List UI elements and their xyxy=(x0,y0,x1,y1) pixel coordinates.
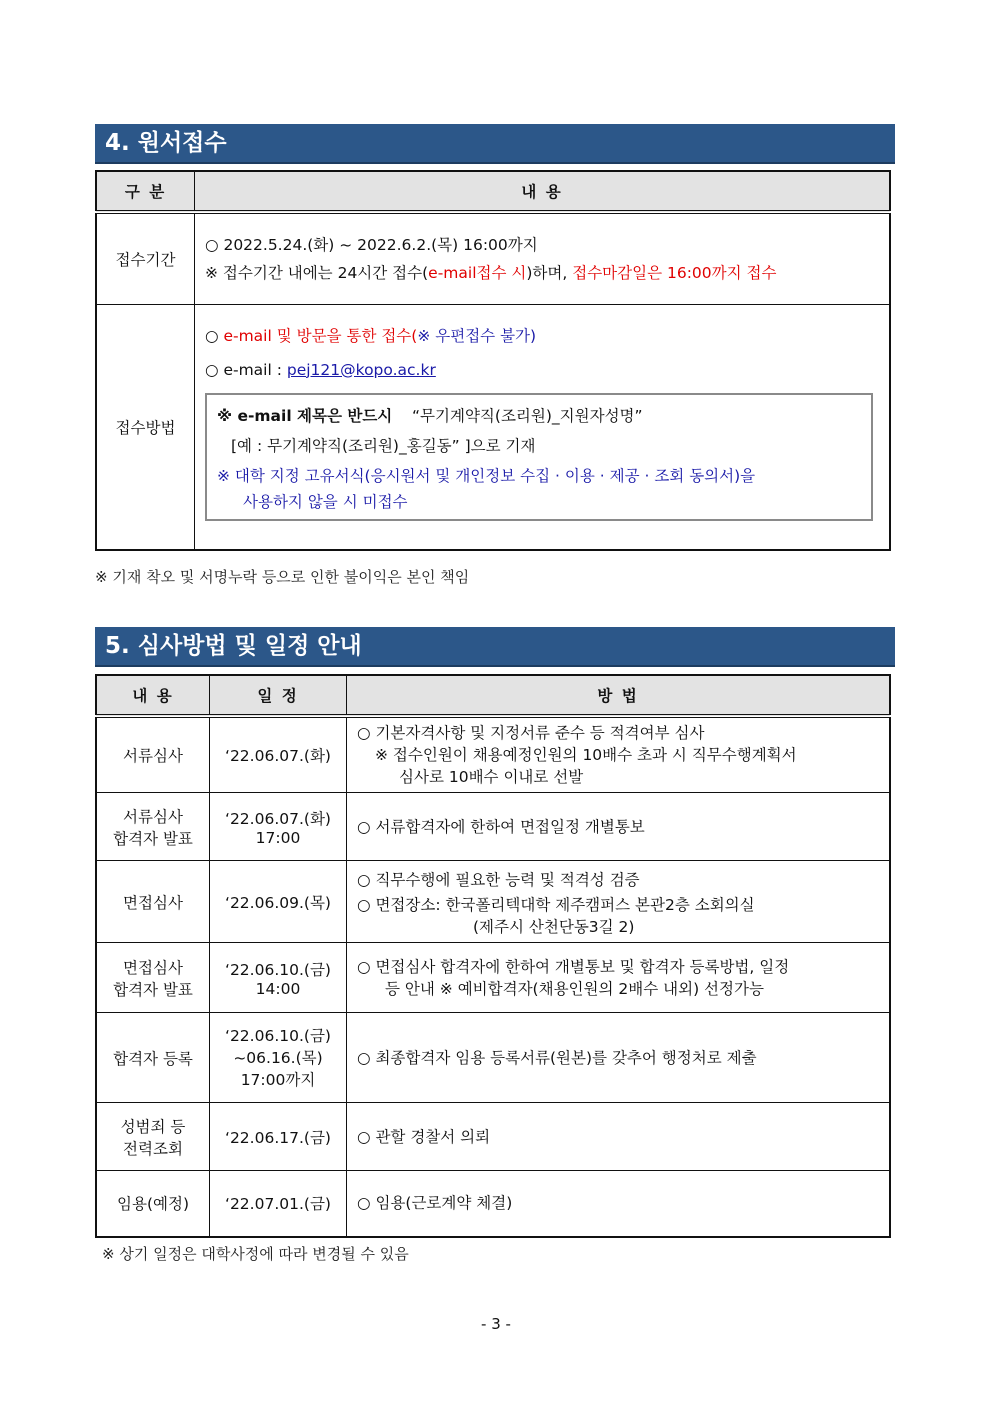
section-4-title: 4. 원서접수 xyxy=(95,124,895,162)
row-line: ※ 접수인원이 채용예정인원의 10배수 초과 시 직무수행계획서 xyxy=(375,746,797,764)
row-method xyxy=(347,1103,891,1171)
table-row xyxy=(96,1013,890,1103)
row-date: ‘22.07.01.(금) xyxy=(210,1171,347,1237)
period-note-email: e-mail접수 시 xyxy=(428,263,527,282)
method-bullet: ○ xyxy=(205,326,224,345)
section-5-title: 5. 심사방법 및 일정 안내 xyxy=(95,627,895,665)
row-line: ○ 최종합격자 임용 등록서류(원본)를 갖추어 행정처로 제출 xyxy=(357,1048,757,1067)
row-line: 심사로 10배수 이내로 선발 xyxy=(399,768,584,786)
application-table xyxy=(95,170,891,551)
row-date: ‘22.06.10.(금) ~06.16.(목) 17:00까지 xyxy=(210,1013,347,1103)
period-content xyxy=(195,212,891,304)
row-line: ○ 관할 경찰서 의뢰 xyxy=(357,1127,491,1146)
period-dates: ○ 2022.5.24.(화) ~ 2022.6.2.(목) 16:00까지 xyxy=(205,235,538,254)
row-date: ‘22.06.10.(금) 14:00 xyxy=(210,943,347,1013)
row-name: 면접심사 xyxy=(96,861,210,943)
row-line: ○ 기본자격사항 및 지정서류 준수 등 적격여부 심사 xyxy=(357,724,705,742)
notice-subject-format: “무기계약직(조리원)_지원자성명” xyxy=(412,406,643,425)
row-method xyxy=(347,1013,891,1103)
notice-form-2: 사용하지 않을 시 미접수 xyxy=(243,492,408,511)
row-line: 등 안내 ※ 예비합격자(채용인원의 2배수 내외) 선정가능 xyxy=(385,979,764,998)
notice-example: [예 : 무기계약직(조리원)_홍길동” ]으로 기재 xyxy=(231,436,536,455)
row-name: 성범죄 등 전력조회 xyxy=(96,1103,210,1171)
notice-box xyxy=(205,393,873,521)
row-method xyxy=(347,943,891,1013)
table-row xyxy=(96,861,890,943)
notice-subject xyxy=(217,401,861,431)
schedule-table xyxy=(95,674,891,1238)
row-line: ○ 면접장소: 한국폴리텍대학 제주캠퍼스 본관2층 소회의실 xyxy=(357,895,755,914)
row-name: 임용(예정) xyxy=(96,1171,210,1237)
period-note-c: )하며, xyxy=(526,263,573,282)
row-line: ○ 임용(근로계약 체결) xyxy=(357,1194,513,1213)
row-name: 서류심사 xyxy=(96,716,210,793)
table-row xyxy=(96,716,890,793)
page-number: - 3 - xyxy=(481,1315,511,1333)
row-date: ‘22.06.09.(목) xyxy=(210,861,347,943)
email-link[interactable]: pej121@kopo.ac.kr xyxy=(286,360,436,379)
notice-subject-label: ※ e-mail 제목은 반드시 xyxy=(217,406,393,425)
row-method xyxy=(347,716,891,793)
row-date: ‘22.06.07.(화) xyxy=(210,716,347,793)
row-line: ○ 면접심사 합격자에 한하여 개별통보 및 합격자 등록방법, 일정 xyxy=(357,957,790,976)
table-row xyxy=(96,1103,890,1171)
row-method xyxy=(347,861,891,943)
table-row xyxy=(96,1171,890,1237)
period-label: 접수기간 xyxy=(96,212,195,304)
method-label: 접수방법 xyxy=(96,304,195,550)
row-name: 서류심사 합격자 발표 xyxy=(96,793,210,861)
row-date: ‘22.06.07.(화) 17:00 xyxy=(210,793,347,861)
table-row xyxy=(96,793,890,861)
method-email-visit: e-mail 및 방문을 통한 접수( xyxy=(223,326,418,345)
section-4-note: ※ 기재 착오 및 서명누락 등으로 인한 불이익은 본인 책임 xyxy=(95,568,470,586)
period-note-deadline: 접수마감일은 16:00까지 접수 xyxy=(572,263,777,282)
method-content xyxy=(195,304,891,550)
header-content: 내 용 xyxy=(195,171,891,212)
method-no-mail: ※ 우편접수 불가) xyxy=(417,326,537,345)
row-method xyxy=(347,793,891,861)
header-category: 구 분 xyxy=(96,171,195,212)
row-name: 면접심사 합격자 발표 xyxy=(96,943,210,1013)
header-item: 내 용 xyxy=(96,675,210,716)
row-line: (제주시 산천단동3길 2) xyxy=(473,917,635,936)
period-note-a: ※ 접수기간 내에는 24시간 접수( xyxy=(205,263,429,282)
method-line-1 xyxy=(205,319,879,353)
row-line: ○ 서류합격자에 한하여 면접일정 개별통보 xyxy=(357,817,645,836)
header-date: 일 정 xyxy=(210,675,347,716)
row-date: ‘22.06.17.(금) xyxy=(210,1103,347,1171)
notice-form-1: ※ 대학 지정 고유서식(응시원서 및 개인정보 수집 · 이용 · 제공 · 조회 동의서)을 xyxy=(217,466,756,485)
period-note xyxy=(205,259,879,287)
table-row xyxy=(96,943,890,1013)
row-line: ○ 직무수행에 필요한 능력 및 적격성 검증 xyxy=(357,870,640,889)
row-method xyxy=(347,1171,891,1237)
method-email-prefix: ○ e-mail : xyxy=(205,360,287,379)
method-line-2 xyxy=(205,353,879,387)
row-name: 합격자 등록 xyxy=(96,1013,210,1103)
header-method: 방 법 xyxy=(347,675,891,716)
section-5-note: ※ 상기 일정은 대학사정에 따라 변경될 수 있음 xyxy=(102,1245,409,1263)
